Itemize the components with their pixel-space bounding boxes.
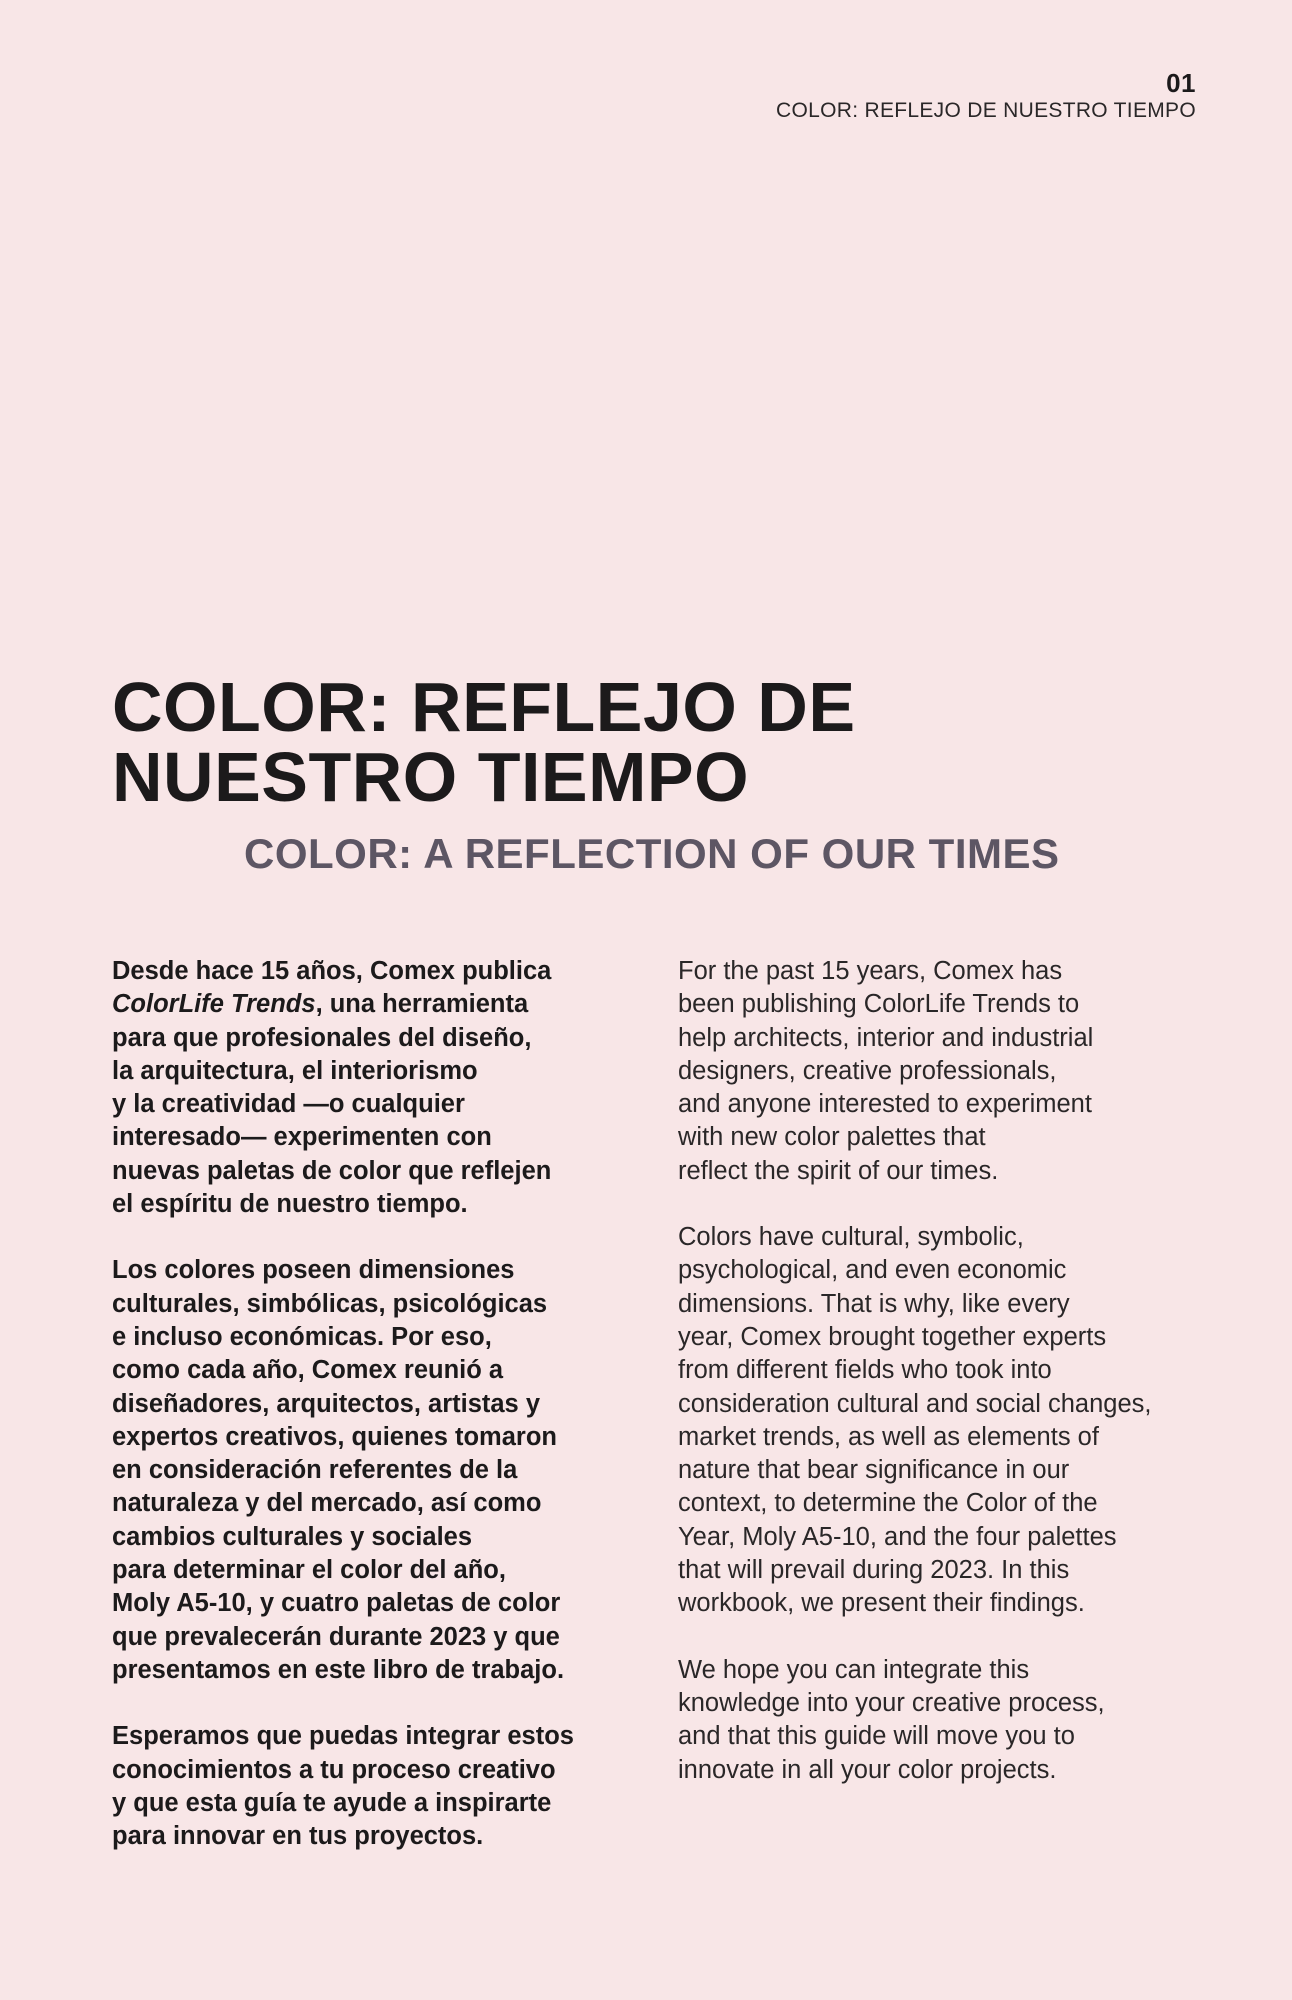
- text-line: market trends, as well as elements of: [678, 1422, 1099, 1451]
- text-line: [112, 988, 622, 1021]
- text-line: culturales, simbólicas, psicológicas: [112, 1289, 548, 1318]
- text-line: Esperamos que puedas integrar estos: [112, 1722, 574, 1751]
- running-title: COLOR: REFLEJO DE NUESTRO TIEMPO: [776, 99, 1196, 122]
- text-line: We hope you can integrate this: [678, 1655, 1030, 1684]
- text-line: como cada año, Comex reunió a: [112, 1356, 504, 1385]
- text-line: Moly A5-10, y cuatro paletas de color: [112, 1589, 561, 1618]
- text-line: para innovar en tus proyectos.: [112, 1822, 484, 1851]
- text-line: y la creatividad —o cualquier: [112, 1090, 465, 1119]
- text-line: context, to determine the Color of the: [678, 1489, 1098, 1518]
- text-line: knowledge into your creative process,: [678, 1688, 1105, 1717]
- text-line: and anyone interested to experiment: [678, 1090, 1092, 1119]
- text-line: conocimientos a tu proceso creativo: [112, 1755, 556, 1784]
- spanish-paragraph-2: [112, 1254, 622, 1687]
- text-line: la arquitectura, el interiorismo: [112, 1056, 478, 1085]
- english-column: [678, 955, 1218, 1820]
- text-line: designers, creative professionals,: [678, 1056, 1057, 1085]
- spanish-paragraph-3: [112, 1720, 622, 1853]
- text-line: nuevas paletas de color que reflejen: [112, 1156, 552, 1185]
- text-line: consideration cultural and social changes,: [678, 1389, 1152, 1418]
- text-line: diseñadores, arquitectos, artistas y: [112, 1389, 540, 1418]
- english-paragraph-2: [678, 1221, 1218, 1621]
- text-line: from different fields who took into: [678, 1356, 1052, 1385]
- text-line: nature that bear significance in our: [678, 1456, 1070, 1485]
- spanish-column: [112, 955, 622, 1886]
- text-line: que prevalecerán durante 2023 y que: [112, 1622, 560, 1651]
- text-line: and that this guide will move you to: [678, 1722, 1075, 1751]
- page-number: 01: [1166, 68, 1196, 98]
- text-line: cambios culturales y sociales: [112, 1522, 473, 1551]
- text-line: e incluso económicas. Por eso,: [112, 1322, 492, 1351]
- text-line: el espíritu de nuestro tiempo.: [112, 1190, 468, 1219]
- text-line: interesado— experimenten con: [112, 1123, 492, 1152]
- page-header: [776, 68, 1196, 124]
- text-line: that will prevail during 2023. In this: [678, 1556, 1070, 1585]
- text-line: workbook, we present their findings.: [678, 1589, 1085, 1618]
- text-line: Desde hace 15 años, Comex publica: [112, 957, 552, 985]
- main-title-line-1: COLOR: REFLEJO DE: [112, 668, 856, 746]
- text-line: psychological, and even economic: [678, 1256, 1067, 1285]
- text-line: y que esta guía te ayude a inspirarte: [112, 1788, 552, 1817]
- text-line: Los colores poseen dimensiones: [112, 1256, 515, 1285]
- text-line: help architects, interior and industrial: [678, 1023, 1094, 1052]
- spanish-paragraph-1: [112, 955, 622, 1221]
- text-line: innovate in all your color projects.: [678, 1755, 1057, 1784]
- text-line: naturaleza y del mercado, así como: [112, 1489, 542, 1518]
- publication-name: ColorLife Trends: [112, 990, 316, 1019]
- title-block: [112, 668, 1212, 878]
- text-line: para determinar el color del año,: [112, 1556, 506, 1585]
- text-line: Colors have cultural, symbolic,: [678, 1223, 1024, 1252]
- text-line: year, Comex brought together experts: [678, 1322, 1107, 1351]
- text-line: expertos creativos, quienes tomaron: [112, 1422, 557, 1451]
- text-line: been publishing ColorLife Trends to: [678, 990, 1080, 1019]
- text-line: dimensions. That is why, like every: [678, 1289, 1070, 1318]
- text-line: en consideración referentes de la: [112, 1456, 518, 1485]
- text-line: presentamos en este libro de trabajo.: [112, 1655, 565, 1684]
- main-title-line-2: NUESTRO TIEMPO: [112, 738, 750, 816]
- english-paragraph-3: [678, 1654, 1218, 1787]
- text-line: reflect the spirit of our times.: [678, 1156, 999, 1185]
- text-line: Year, Moly A5-10, and the four palettes: [678, 1522, 1117, 1551]
- english-paragraph-1: [678, 955, 1218, 1188]
- text-line: For the past 15 years, Comex has: [678, 957, 1063, 985]
- subtitle-english: COLOR: A REFLECTION OF OUR TIMES: [244, 830, 1060, 877]
- text-fragment: , una herramienta: [315, 990, 529, 1019]
- text-line: with new color palettes that: [678, 1123, 986, 1152]
- main-title: [112, 668, 872, 816]
- text-line: para que profesionales del diseño,: [112, 1023, 532, 1052]
